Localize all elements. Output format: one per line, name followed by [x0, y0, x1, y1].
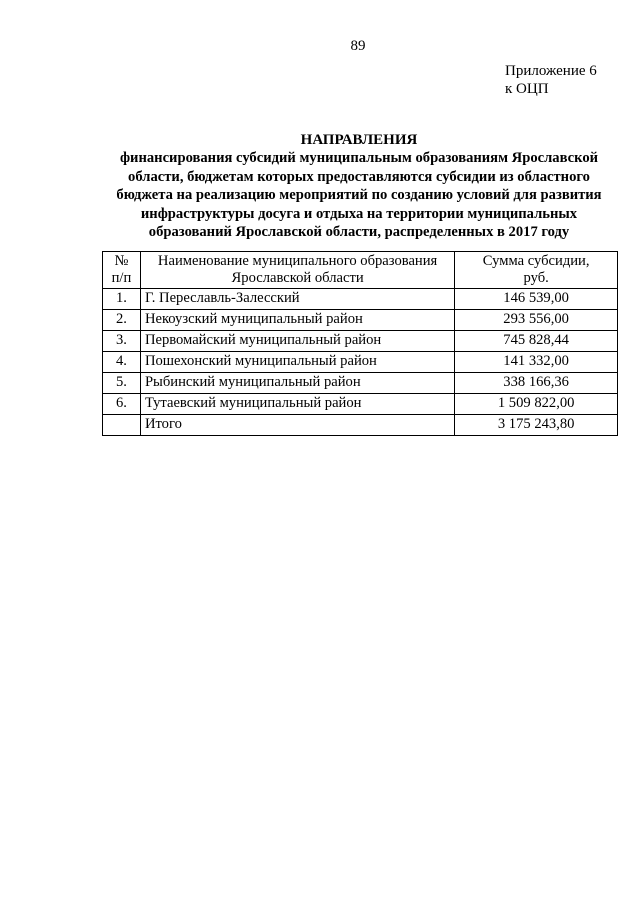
header-name [140, 252, 454, 289]
table-row [103, 331, 618, 352]
total-number [103, 415, 141, 436]
row-sum: 745 828,44 [455, 331, 618, 352]
row-number: 2. [103, 310, 141, 331]
row-sum: 293 556,00 [455, 310, 618, 331]
total-label: Итого [140, 415, 454, 436]
table-row [103, 373, 618, 394]
table-total-row [103, 415, 618, 436]
row-name: Пошехонский муниципальный район [140, 352, 454, 373]
appendix-line-1: Приложение 6 [505, 63, 597, 79]
row-sum: 1 509 822,00 [455, 394, 618, 415]
header-sum [455, 252, 618, 289]
row-sum: 146 539,00 [455, 289, 618, 310]
header-name-line-2: Ярославской области [231, 270, 364, 286]
document-title: НАПРАВЛЕНИЯ [300, 132, 418, 148]
document-subtitle [100, 149, 618, 242]
header-number-line-2: п/п [111, 270, 132, 286]
row-name: Г. Переславль-Залесский [140, 289, 454, 310]
subtitle-line: инфраструктуры досуга и отдыха на территории муниципальных [140, 205, 578, 222]
total-sum: 3 175 243,80 [455, 415, 618, 436]
page-number: 89 [350, 38, 366, 54]
subtitle-line: финансирования субсидий муниципальным образованиям Ярославской [119, 150, 599, 166]
table-row [103, 289, 618, 310]
subtitle-line: бюджета на реализацию мероприятий по созданию условий для развития [116, 187, 602, 204]
table-row [103, 310, 618, 331]
appendix-note [505, 62, 597, 98]
row-number: 3. [103, 331, 141, 352]
subtitle-line: образований Ярославской области, распределенных в 2017 году [148, 224, 570, 241]
row-sum: 141 332,00 [455, 352, 618, 373]
row-number: 6. [103, 394, 141, 415]
subtitle-line: области, бюджетам которых предоставляются субсидии из областного [128, 168, 590, 185]
header-name-line-1: Наименование муниципального образования [157, 253, 438, 269]
header-number [103, 252, 141, 289]
row-number: 5. [103, 373, 141, 394]
appendix-line-2: к ОЦП [505, 81, 549, 97]
row-name: Первомайский муниципальный район [140, 331, 454, 352]
header-sum-line-1: Сумма субсидии, [482, 253, 590, 269]
row-sum: 338 166,36 [455, 373, 618, 394]
row-name: Некоузский муниципальный район [140, 310, 454, 331]
table-row [103, 352, 618, 373]
table-header-row [103, 252, 618, 289]
row-name: Тутаевский муниципальный район [140, 394, 454, 415]
row-number: 4. [103, 352, 141, 373]
row-number: 1. [103, 289, 141, 310]
table-row [103, 394, 618, 415]
header-number-line-1: № [114, 253, 129, 269]
subsidy-table [102, 251, 618, 436]
header-sum-line-2: руб. [523, 270, 549, 286]
row-name: Рыбинский муниципальный район [140, 373, 454, 394]
